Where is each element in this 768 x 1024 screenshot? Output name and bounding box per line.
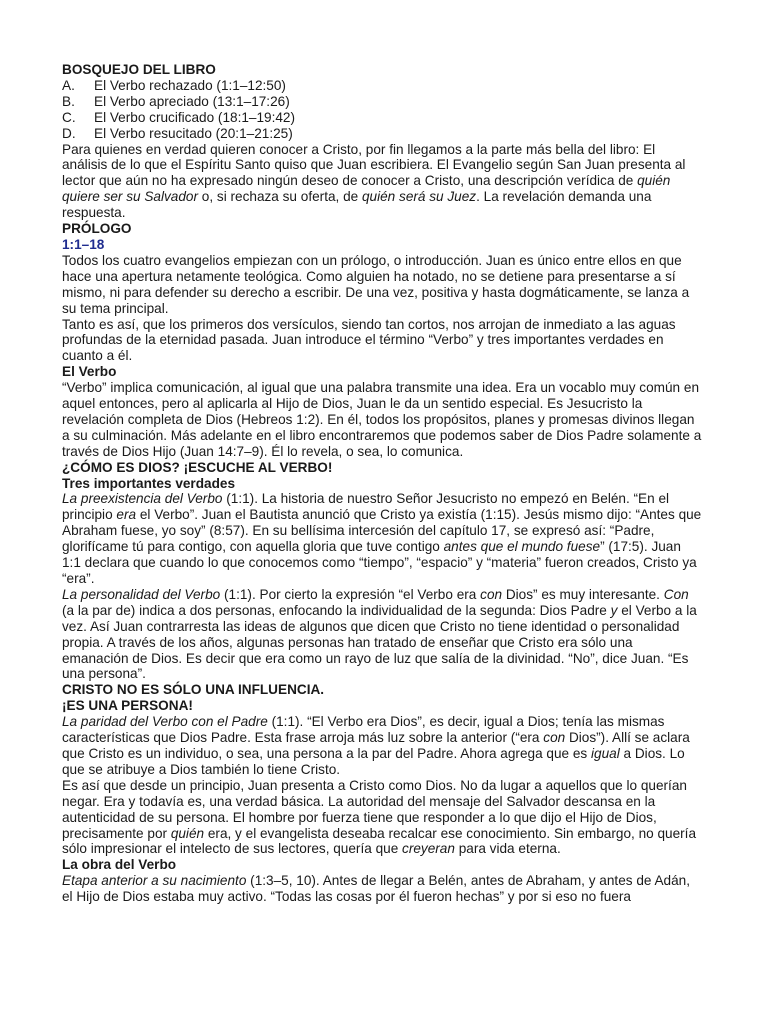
outline-list — [62, 78, 702, 142]
text-run: el Verbo”. Juan el Bautista anunció que Cristo ya existía (1:15). Jesús mismo dijo: “Antes que Abraham fuese, yo soy” (8:57). En su bellísima intercesión del capítulo 17, se expresó así: “Padre, glorifícame tú para contigo, con aquella gloria que tuve contigo — [62, 507, 702, 555]
emphasis: igual — [591, 745, 620, 761]
section-title-como: ¿CÓMO ES DIOS? ¡ESCUCHE AL VERBO! — [62, 459, 333, 475]
text-run: ” (17:5). Juan 1:1 declara que cuando lo que conocemos como “tiempo”, “espacio” y “materia” fueron creados, Cristo ya “era”. — [62, 539, 697, 586]
emphasis: Etapa anterior a su nacimiento — [62, 873, 247, 889]
text-run: Es así que desde un principio, Juan presenta a Cristo como Dios. No da lugar a aquellos que lo querían negar. Era y todavía es, una verdad básica. La autoridad del mensaje del Salvador descansa en la autenticidad de su persona. El hombre por fuerza tiene que responder a lo que dijo el Hijo de Dios, precisamente por — [62, 777, 687, 841]
text-run: era, y el evangelista deseaba recalcar ese conocimiento. Sin embargo, no quería sólo impresionar el intelecto de sus lectores, quería que — [62, 825, 697, 857]
outline-text: El Verbo crucificado (18:1–19:42) — [94, 109, 296, 125]
text-run: el Verbo a la vez. Así Juan contrarresta las ideas de algunos que dicen que Cristo no tiene identidad o personalidad propia. A través de los años, algunas personas han tratado de enseñar que Cristo era sólo una emanación de Dios. Es decir que era como un rayo de luz que salía de la divinidad. “No”, dice Juan. “Es una persona”. — [62, 602, 697, 682]
verbo-paragraph: “Verbo” implica comunicación, al igual que una palabra transmite una idea. Era un vocablo muy común en aquel entonces, pero al aplicarla al Hijo de Dios, Juan le da un sentido especial. Es Jesucristo la revelación completa de Dios (Hebreos 1:2). En él, todos los propósitos, planes y promesas divinos llegan a su culminación. Más adelante en el libro encontraremos que podemos saber de Dios Padre solamente a través de Dios Hijo (Juan 14:7–9). Él lo revela, o sea, lo comunica. — [62, 380, 702, 459]
emphasis: quién — [170, 825, 205, 841]
text-run: para vida eterna. — [454, 841, 561, 857]
scripture-reference: 1:1–18 — [62, 236, 105, 252]
emphasis: era — [116, 507, 137, 523]
text-run: . La revelación demanda una respuesta. — [62, 189, 652, 221]
obra-paragraph — [62, 873, 702, 905]
paridad-paragraph — [62, 714, 702, 778]
personalidad-paragraph — [62, 587, 702, 682]
section-title-persona: ¡ES UNA PERSONA! — [62, 698, 193, 714]
text-run: (a la par de) indica a dos personas, enfocando la individualidad de la segunda: Dios Padre — [62, 602, 611, 618]
emphasis: creyeran — [402, 841, 455, 857]
text-run: o, si rechaza su oferta, de — [198, 189, 362, 205]
emphasis: con — [480, 586, 503, 602]
outline-item — [62, 78, 702, 94]
section-title-prologo: PRÓLOGO — [62, 221, 132, 237]
emphasis: Con — [663, 586, 689, 602]
outline-item — [62, 94, 702, 110]
prologo-paragraph-1: Todos los cuatro evangelios empiezan con un prólogo, o introducción. Juan es único entre ellos en que hace una apertura netamente teológica. Como alguien ha notado, no se detiene para presentarse a sí mismo, ni para defender su derecho a escribir. De una vez, positiva y hasta dogmáticamente, se lanza a su tema principal. — [62, 252, 690, 316]
section-title-obra: La obra del Verbo — [62, 857, 177, 873]
text-run: (1:1). “El Verbo era Dios”, es decir, igual a Dios; tenía las mismas características que Dios Padre. Esta frase arroja más luz sobre la anterior (“era — [62, 714, 665, 746]
preexistencia-paragraph — [62, 491, 702, 586]
emphasis: quién será su Juez — [361, 189, 477, 205]
text-run: Dios” es muy interesante. — [502, 586, 664, 602]
emphasis: La preexistencia del Verbo — [62, 491, 223, 507]
outline-letter: B. — [62, 93, 75, 109]
section-title-cristo: CRISTO NO ES SÓLO UNA INFLUENCIA. — [62, 682, 325, 698]
text-run: Dios”). Allí se aclara que Cristo es un individuo, o sea, una persona a la par del Padre. Ahora agrega que es — [62, 730, 690, 761]
emphasis: La personalidad del Verbo — [62, 586, 221, 602]
text-run: (1:3–5, 10). Antes de llegar a Belén, antes de Abraham, y antes de Adán, el Hijo de Dios estaba muy activo. “Todas las cosas por él fueron hechas” y por si eso no fuera — [62, 873, 690, 905]
text-run: a Dios. Lo que se atribuye a Dios también lo tiene Cristo. — [62, 745, 685, 777]
outline-item — [62, 110, 702, 126]
document-page — [62, 62, 702, 905]
text-run: (1:1). Por cierto la expresión “el Verbo era — [220, 586, 481, 602]
text-run: Para quienes en verdad quieren conocer a Cristo, por fin llegamos a la parte más bella del libro: El análisis de lo que el Espíritu Santo quiso que Juan escribiera. El Evangelio según San Juan presenta al lector que aún no ha expresado ningún deseo de conocer a Cristo, una descripción verídica de — [62, 141, 686, 189]
emphasis: La paridad del Verbo con el Padre — [62, 714, 268, 730]
outline-text: El Verbo apreciado (13:1–17:26) — [94, 93, 290, 109]
text-run: (1:1). La historia de nuestro Señor Jesucristo no empezó en Belén. “En el principio — [62, 491, 670, 523]
emphasis: quién quiere ser su Salvador — [62, 173, 671, 205]
emphasis: con — [543, 730, 566, 746]
outline-letter: A. — [62, 77, 75, 93]
outline-text: El Verbo rechazado (1:1–12:50) — [94, 77, 286, 93]
cristo-paragraph-2 — [62, 778, 702, 858]
prologo-paragraph-2: Tanto es así, que los primeros dos versículos, siendo tan cortos, nos arrojan de inmediato a las aguas profundas de la eternidad pasada. Juan introduce el término “Verbo” y tres importantes verdades en cuanto a él. — [62, 316, 676, 364]
subsection-title-verdades: Tres importantes verdades — [62, 475, 236, 491]
intro-paragraph — [62, 142, 702, 222]
emphasis: y — [610, 602, 618, 618]
outline-title: BOSQUEJO DEL LIBRO — [62, 62, 216, 77]
section-title-verbo: El Verbo — [62, 364, 117, 380]
outline-letter: C. — [62, 109, 76, 125]
outline-text: El Verbo resucitado (20:1–21:25) — [94, 125, 293, 141]
emphasis: antes que el mundo fuese — [443, 539, 601, 555]
outline-letter: D. — [62, 125, 76, 141]
outline-item — [62, 126, 702, 142]
